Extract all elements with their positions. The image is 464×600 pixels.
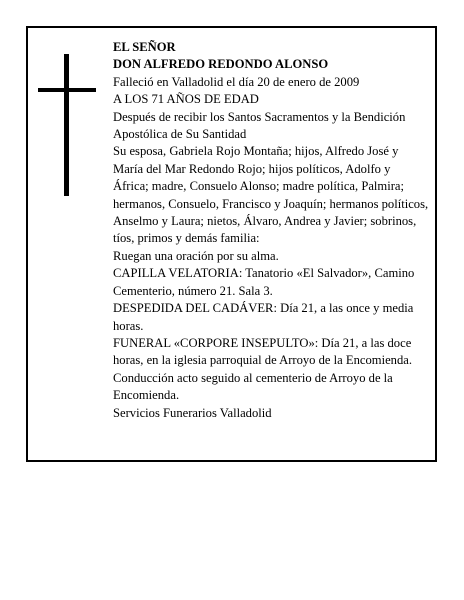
latin-cross-icon xyxy=(38,54,96,196)
family-list: Su esposa, Gabriela Rojo Montaña; hijos, Alfredo José y María del Mar Redondo Rojo; hijos políticos, Adolfo y África; madre, Consuelo Alonso; madre política, Palmira; hermanos, Consuelo, Francisco y Joaquín; hermanos políticos, Anselmo y Laura; nietos, Álvaro, Andrea y Javier; sobrinos, tíos, primos y demás familia: xyxy=(113,144,429,246)
farewell-info: DESPEDIDA DEL CADÁVER: Día 21, a las once y media horas. xyxy=(113,301,414,333)
death-statement: Falleció en Valladolid el día 20 de enero de 2009 xyxy=(113,74,360,89)
notice-title: EL SEÑOR xyxy=(113,40,176,54)
funeral-info: FUNERAL «CORPORE INSEPULTO»: Día 21, a las doce horas, en la iglesia parroquial de Arroyo de la Encomienda. Conducción acto seguido al cementerio de Arroyo de la Encomienda. xyxy=(113,335,412,403)
cross-vertical-bar xyxy=(64,54,69,196)
prayer-request: Ruegan una oración por su alma. xyxy=(113,248,279,263)
deceased-name: DON ALFREDO REDONDO ALONSO xyxy=(113,57,329,72)
notice-content xyxy=(113,39,429,422)
funeral-services: Servicios Funerarios Valladolid xyxy=(113,405,272,420)
chapel-info: CAPILLA VELATORIA: Tanatorio «El Salvador», Camino Cementerio, número 21. Sala 3. xyxy=(113,266,415,298)
sacraments-statement: Después de recibir los Santos Sacramentos y la Bendición Apostólica de Su Santidad xyxy=(113,109,406,142)
age-statement: A LOS 71 AÑOS DE EDAD xyxy=(113,92,259,107)
cross-horizontal-bar xyxy=(38,88,96,92)
